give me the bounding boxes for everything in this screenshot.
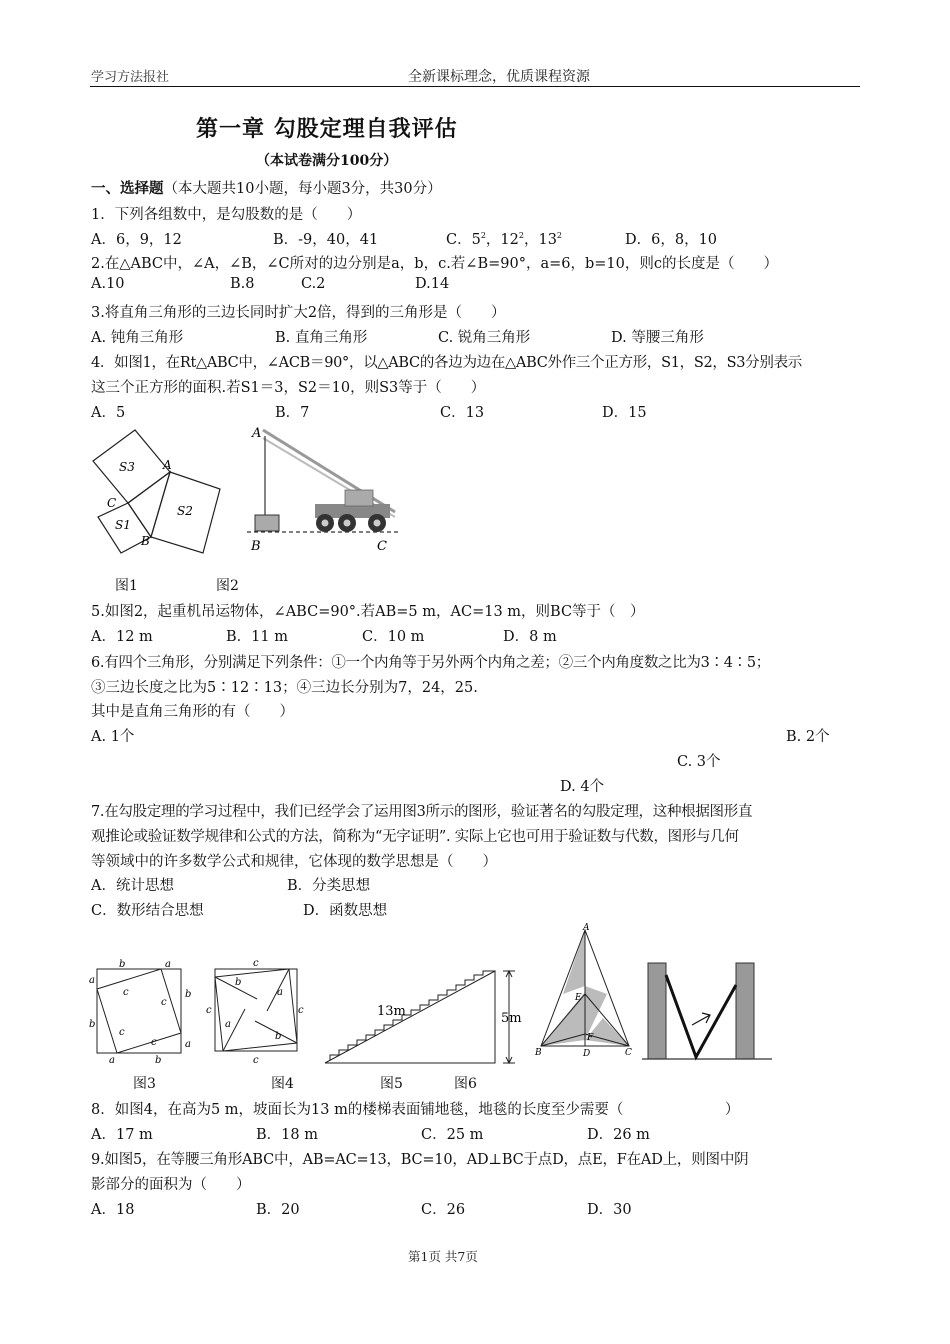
q5-option-a: A．12 m — [91, 629, 153, 645]
q5-option-d: D．8 m — [503, 629, 557, 645]
q5-option-b: B．11 m — [226, 629, 288, 645]
header-left: 学习方法报社 — [91, 70, 170, 85]
q3-option-c: C. 锐角三角形 — [438, 330, 531, 346]
path-line — [666, 975, 736, 1057]
q4-option-d: D．15 — [602, 405, 647, 421]
figure-1-caption: 图1 — [115, 578, 138, 594]
label-b: b — [185, 989, 192, 1000]
q9-option-a: A．18 — [91, 1202, 135, 1218]
q5-stem: 5.如图2，起重机吊运物体，∠ABC=90°.若AB=5 m，AC=13 m，则BC等于（ ） — [91, 604, 645, 620]
label-c: c — [123, 987, 129, 998]
label-b: b — [89, 1019, 96, 1030]
q2-option-a: A.10 — [91, 276, 125, 292]
q6-line2: ③三边长度之比为5∶12∶13；④三边长分别为7，24，25. — [91, 680, 478, 696]
label-c: C — [377, 539, 387, 554]
page-footer: 第1页 共7页 — [408, 1249, 478, 1264]
label-d: D — [583, 1049, 591, 1059]
q9-option-b: B．20 — [256, 1202, 300, 1218]
figure-3-caption: 图3 — [133, 1076, 156, 1092]
q6-line3: 其中是直角三角形的有（ ） — [91, 704, 294, 720]
label-a: A — [583, 923, 590, 933]
q8-option-a: A．17 m — [91, 1127, 153, 1143]
q6-option-d: D. 4个 — [560, 779, 605, 795]
figure-4 — [205, 955, 305, 1070]
q7-line1: 7.在勾股定理的学习过程中，我们已经学会了运用图3所示的图形，验证著名的勾股定理，这种根据图形直 — [91, 804, 753, 820]
label-a: a — [185, 1039, 191, 1050]
q6-option-c: C. 3个 — [677, 754, 721, 770]
q6-option-a: A. 1个 — [91, 729, 135, 745]
label-b: B — [141, 534, 150, 548]
label-a: a — [165, 959, 171, 970]
page-title: 第一章 勾股定理自我评估 — [196, 116, 458, 142]
q4-line2: 这三个正方形的面积.若S1＝3，S2＝10，则S3等于（ ） — [91, 380, 486, 396]
q4-line1: 4．如图1，在Rt△ABC中，∠ACB＝90°，以△ABC的各边为边在△ABC外作三个正方形，S1，S2，S3分别表示 — [91, 355, 802, 371]
label-c: c — [161, 997, 167, 1008]
label-c: c — [206, 1005, 212, 1016]
q1-option-d: D．6，8，10 — [625, 232, 718, 248]
label-a: a — [225, 1019, 231, 1030]
figure-6-caption: 图6 — [454, 1076, 477, 1092]
inner-square — [97, 969, 181, 1053]
label-a: A — [252, 426, 262, 441]
q4-option-a: A．5 — [91, 405, 126, 421]
right-pillar — [736, 963, 754, 1059]
label-c: c — [151, 1037, 157, 1048]
isosceles-triangle-figure — [533, 922, 641, 1062]
q1-option-c: C．$5^2$，$12^2$，$13^2$ — [446, 231, 563, 248]
q1-stem: 1．下列各组数中，是勾股数的是（ ） — [91, 207, 362, 223]
q8-option-c: C．25 m — [421, 1127, 484, 1143]
q3-option-b: B. 直角三角形 — [275, 330, 368, 346]
q2-option-b: B.8 — [230, 276, 255, 292]
label-a: a — [89, 975, 95, 986]
q7-option-d: D．函数思想 — [303, 903, 388, 919]
q9-line1: 9.如图5，在等腰三角形ABC中，AB=AC=13，BC=10，AD⊥BC于点D，点E，F在AD上，则图中阴 — [91, 1152, 749, 1168]
q3-option-d: D. 等腰三角形 — [611, 330, 704, 346]
figure-5 — [315, 955, 530, 1070]
label-a: A — [163, 458, 172, 472]
q7-option-b: B．分类思想 — [287, 878, 371, 894]
load-box — [255, 515, 279, 531]
label-s3: S3 — [119, 460, 135, 474]
q2-stem: 2.在△ABC中，∠A，∠B，∠C所对的边分别是a，b，c.若∠B=90°，a=6，b=10，则c的长度是（ ） — [91, 256, 778, 272]
arrow-icon — [702, 1013, 710, 1023]
slope-triangle — [325, 971, 495, 1063]
label-s1: S1 — [115, 518, 131, 532]
q3-stem: 3.将直角三角形的三边长同时扩大2倍，得到的三角形是（ ） — [91, 305, 506, 321]
q9-line2: 影部分的面积为（ ） — [91, 1177, 251, 1193]
label-b: b — [119, 959, 126, 970]
label-c: c — [119, 1027, 125, 1038]
figure-3 — [85, 955, 195, 1070]
q7-option-c: C．数形结合思想 — [91, 903, 204, 919]
figure-1 — [85, 425, 230, 555]
q8-option-b: B．18 m — [256, 1127, 318, 1143]
q8-stem: 8．如图4，在高为5 m，坡面长为13 m的楼梯表面铺地毯，地毯的长度至少需要（ ） — [91, 1102, 740, 1118]
section-title: 一、选择题 — [91, 180, 164, 197]
q7-line2: 观推论或验证数学规律和公式的方法，简称为“无字证明”. 实际上它也可用于验证数与代数，图形与几何 — [91, 829, 739, 845]
label-e: E — [575, 993, 582, 1003]
label-f: F — [587, 1033, 594, 1043]
triangle-abc — [128, 472, 170, 537]
label-c: C — [107, 496, 117, 510]
q7-line3: 等领域中的许多数学公式和规律，它体现的数学思想是（ ） — [91, 854, 497, 870]
figure-2-caption: 图2 — [216, 578, 239, 594]
label-c: c — [298, 1005, 304, 1016]
q7-option-a: A．统计思想 — [91, 878, 174, 894]
q9-option-d: D．30 — [587, 1202, 632, 1218]
q1-option-b: B．-9，40，41 — [273, 232, 379, 248]
label-b: b — [235, 977, 242, 988]
label-c: c — [253, 958, 259, 969]
section-desc: （本大题共10小题，每小题3分，共30分） — [163, 181, 442, 197]
section-heading — [91, 177, 442, 198]
q5-option-c: C．10 m — [362, 629, 425, 645]
q2-option-d: D.14 — [415, 276, 450, 292]
pillars-figure — [640, 955, 775, 1065]
label-13m: 13m — [377, 1004, 406, 1019]
figure-2 — [245, 422, 405, 557]
label-b: B — [251, 539, 261, 554]
page-subtitle: （本试卷满分100分） — [256, 153, 398, 169]
header-center: 全新课标理念，优质课程资源 — [408, 69, 590, 85]
q9-option-c: C．26 — [421, 1202, 466, 1218]
q4-option-c: C．13 — [440, 405, 485, 421]
q2-option-c: C.2 — [301, 276, 326, 292]
label-b: b — [155, 1055, 162, 1066]
left-pillar — [648, 963, 666, 1059]
header-divider — [90, 86, 860, 87]
label-5m: 5m — [501, 1011, 522, 1026]
q6-option-b: B. 2个 — [786, 729, 830, 745]
label-b: B — [535, 1048, 542, 1058]
label-a: a — [109, 1055, 115, 1066]
label-c: c — [253, 1055, 259, 1066]
figure-5-caption: 图5 — [380, 1076, 403, 1092]
q4-option-b: B．7 — [275, 405, 310, 421]
q8-option-d: D．26 m — [587, 1127, 650, 1143]
q3-option-a: A. 钝角三角形 — [91, 330, 184, 346]
q6-line1: 6.有四个三角形，分别满足下列条件：①一个内角等于另外两个内角之差；②三个内角度数之比为3∶4∶5； — [91, 655, 771, 671]
label-a: a — [277, 987, 283, 998]
figure-4-caption: 图4 — [271, 1076, 294, 1092]
label-b: b — [275, 1031, 282, 1042]
q1-option-a: A．6，9，12 — [91, 232, 182, 248]
label-s2: S2 — [177, 504, 193, 518]
label-c: C — [625, 1048, 632, 1058]
